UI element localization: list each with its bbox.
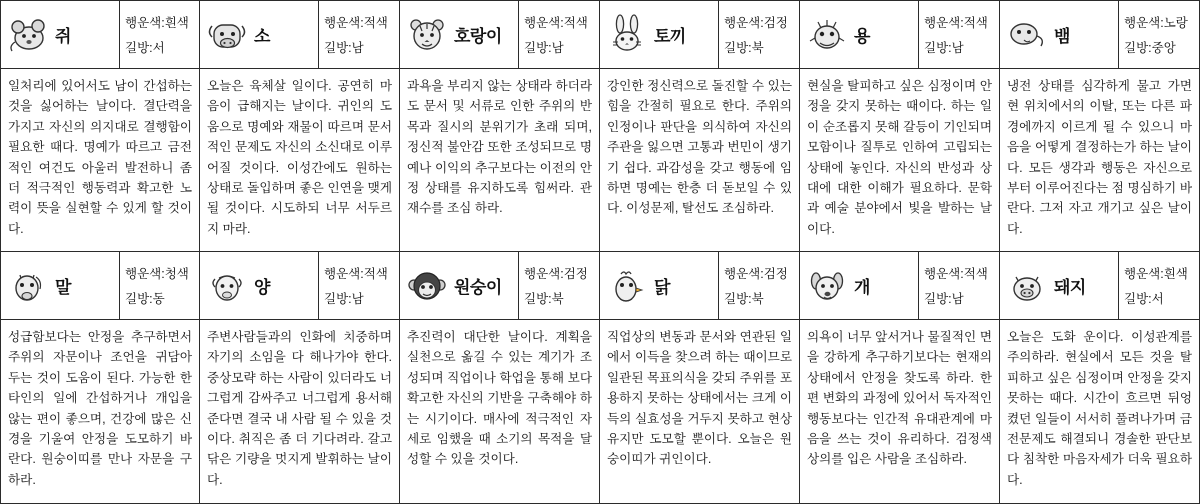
zodiac-cell-rooster [600, 252, 800, 504]
dog-icon [804, 263, 850, 309]
zodiac-cell-pig [1000, 252, 1200, 504]
animal-meta [1118, 1, 1199, 68]
fortune-text: 오늘은 육체살 일이다. 공연히 마음이 급해지는 날이다. 귀인의 도움으로 명예와 재물이 따르며 문서적인 문제도 자신의 소신대로 이루어질 것이다. 이성간에도 원하는 상태로 돌입하며 좋은 인연을 맺게 될 것이다. 시도하되 너무 서두르지 마라. [207, 79, 392, 236]
zodiac-cell-horse [0, 252, 200, 504]
animal-name: 원숭이 [454, 278, 502, 297]
animal-name: 호랑이 [454, 27, 502, 46]
cell-header [1000, 252, 1199, 320]
animal-identity [200, 1, 318, 68]
lucky-color: 행운색:적색 [324, 16, 388, 30]
lucky-direction: 길방:동 [125, 292, 165, 306]
cell-header [800, 1, 999, 69]
fortune-text: 과욕을 부리지 않는 상태라 하더라도 문서 및 서류로 인한 주위의 반목과 질시의 분위기가 초래 되며, 정신적 불안감 또한 조성되므로 명예나 이익의 추구보다는 이전의 안정 상태를 유지하도록 힘써라. 관재수를 조심 하라. [407, 79, 592, 216]
cell-header [1, 252, 199, 320]
cell-header [400, 1, 599, 69]
rooster-icon [604, 263, 650, 309]
animal-identity [1, 1, 119, 68]
animal-meta [318, 252, 399, 319]
zodiac-cell-dragon [800, 0, 1000, 252]
lucky-direction: 길방:남 [924, 41, 964, 55]
animal-identity [400, 252, 518, 319]
animal-name: 용 [854, 27, 870, 46]
animal-name: 뱀 [1054, 27, 1070, 46]
lucky-color: 행운색:검정 [724, 16, 788, 30]
lucky-color: 행운색:흰색 [125, 16, 189, 30]
fortune-text: 직업상의 변동과 문서와 연관된 일에서 이득을 찾으려 하는 때이므로 일관된 목표의식을 갖되 주위를 포용하지 못하는 상태에서는 크게 이득의 실효성을 거두지 못하고 현상유지만 도모할 뿐이다. 오늘은 원숭이띠가 귀인이다. [607, 330, 792, 467]
animal-name: 양 [254, 278, 270, 297]
monkey-icon [404, 263, 450, 309]
zodiac-cell-ox [200, 0, 400, 252]
cell-header [200, 252, 399, 320]
lucky-direction: 길방:남 [324, 41, 364, 55]
fortune-text: 현실을 탈피하고 싶은 심정이며 안정을 갖지 못하는 때이다. 하는 일이 순조롭지 못해 갈등이 기인되며 모함이나 질투로 인하여 고립되는 상태에 놓인다. 자신의 반성과 상대에 대한 이해가 필요하다. 문학과 예술 분야에서 빛을 발하는 날이다. [807, 79, 992, 236]
animal-meta [718, 252, 799, 319]
animal-meta [918, 1, 999, 68]
lucky-color: 행운색:적색 [324, 267, 388, 281]
animal-meta [518, 1, 599, 68]
lucky-direction: 길방:남 [324, 292, 364, 306]
zodiac-cell-dog [800, 252, 1000, 504]
lucky-direction: 길방:서 [125, 41, 165, 55]
lucky-color: 행운색:적색 [924, 16, 988, 30]
lucky-direction: 길방:중앙 [1124, 41, 1176, 55]
animal-identity [800, 1, 918, 68]
animal-name: 돼지 [1054, 278, 1086, 297]
fortune-text: 강인한 정신력으로 돌진할 수 있는 힘을 간절히 필요로 한다. 주위의 인정이나 판단을 의식하여 자신의 주관을 잃으면 고통과 번민이 생기기 쉽다. 과감성을 갖고 행동에 임하면 명예는 한층 더 돋보일 수 있다. 이성문제, 탈선도 조심하라. [607, 79, 792, 216]
horse-icon [5, 263, 51, 309]
lucky-color: 행운색:노랑 [1124, 16, 1188, 30]
fortune-text: 추진력이 대단한 날이다. 계획을 실천으로 옮길 수 있는 계기가 조성되며 직업이나 학업을 통해 보다 확고한 자신의 기반을 구축해야 하는 시기이다. 매사에 적극적인 자세로 임했을 때 소기의 목적을 달성할 수 있을 것이다. [407, 330, 592, 467]
fortune-text: 주변사람들과의 인화에 치중하며 자기의 소임을 다 해나가야 한다. 중상모략 하는 사람이 있더라도 너그럽게 감싸주고 너그럽게 용서해 준다면 결국 내 사람 될 수 있을 것이다. 취직은 좀 더 기다려라. 갈고 닦은 기량을 멋지게 발휘하는 날이다. [207, 330, 392, 487]
animal-meta [119, 252, 199, 319]
fortune-text: 의욕이 너무 앞서거나 물질적인 면을 강하게 추구하기보다는 현재의 상태에서 안정을 찾도록 하라. 한편 변화의 과정에 있어서 독자적인 행동보다는 인간적 유대관계에 마음을 쓰는 것이 유리하다. 검정색 상의를 입은 사람을 조심하라. [807, 330, 992, 467]
zodiac-cell-monkey [400, 252, 600, 504]
zodiac-cell-tiger [400, 0, 600, 252]
zodiac-cell-sheep [200, 252, 400, 504]
animal-identity [800, 252, 918, 319]
cell-header [600, 1, 799, 69]
sheep-icon [204, 263, 250, 309]
animal-name: 쥐 [55, 27, 71, 46]
animal-meta [518, 252, 599, 319]
animal-name: 토끼 [654, 27, 686, 46]
zodiac-cell-snake [1000, 0, 1200, 252]
snake-icon [1004, 12, 1050, 58]
lucky-direction: 길방:북 [724, 41, 764, 55]
lucky-color: 행운색:검정 [724, 267, 788, 281]
tiger-icon [404, 12, 450, 58]
lucky-color: 행운색:검정 [524, 267, 588, 281]
animal-identity [400, 1, 518, 68]
lucky-direction: 길방:북 [724, 292, 764, 306]
animal-identity [1000, 1, 1118, 68]
animal-identity [1000, 252, 1118, 319]
lucky-direction: 길방:남 [924, 292, 964, 306]
lucky-color: 행운색:적색 [924, 267, 988, 281]
animal-identity [600, 1, 718, 68]
ox-icon [204, 12, 250, 58]
animal-meta [718, 1, 799, 68]
animal-name: 말 [55, 278, 71, 297]
fortune-text: 냉전 상태를 심각하게 물고 가면 현 위치에서의 이탈, 또는 다른 파경에까지 이르게 될 수 있으니 마음을 어떻게 결정하는가 하는 날이다. 모든 생각과 행동은 자신으로부터 이루어진다는 점 명심하기 바란다. 그저 자고 개기고 싶은 날이다. [1007, 79, 1192, 236]
fortune-text: 오늘은 도화 운이다. 이성관계를 주의하라. 현실에서 모든 것을 탈피하고 싶은 심정이며 안정을 갖지 못하는 때다. 시간이 흐르면 뒤엉켰던 일들이 서서히 풀려나가며 금전문제도 해결되니 경솔한 판단보다 침착한 마음자세가 더욱 필요하다. [1007, 330, 1192, 487]
animal-meta [918, 252, 999, 319]
lucky-direction: 길방:북 [524, 292, 564, 306]
animal-meta [318, 1, 399, 68]
lucky-color: 행운색:흰색 [1124, 267, 1188, 281]
cell-header [600, 252, 799, 320]
cell-header [400, 252, 599, 320]
animal-name: 소 [254, 27, 270, 46]
rabbit-icon [604, 12, 650, 58]
cell-header [200, 1, 399, 69]
lucky-color: 행운색:청색 [125, 267, 189, 281]
dragon-icon [804, 12, 850, 58]
lucky-direction: 길방:서 [1124, 292, 1164, 306]
animal-identity [600, 252, 718, 319]
cell-header [800, 252, 999, 320]
animal-name: 닭 [654, 278, 670, 297]
zodiac-cell-rat [0, 0, 200, 252]
animal-identity [200, 252, 318, 319]
zodiac-cell-rabbit [600, 0, 800, 252]
rat-icon [5, 12, 51, 58]
cell-header [1, 1, 199, 69]
lucky-direction: 길방:남 [524, 41, 564, 55]
fortune-text: 성급함보다는 안정을 추구하면서 주위의 자문이나 조언을 귀담아 두는 것이 도움이 된다. 가능한 한 타인의 일에 간섭하거나 개입을 않는 편이 좋으며, 건강에 많은 신경을 기울여 안정을 도모하기 바란다. 원숭이띠를 만나 자문을 구하라. [8, 330, 192, 487]
pig-icon [1004, 263, 1050, 309]
animal-name: 개 [854, 278, 870, 297]
cell-header [1000, 1, 1199, 69]
fortune-text: 일처리에 있어서도 남이 간섭하는 것을 싫어하는 날이다. 결단력을 가지고 자신의 의지대로 결행함이 필요한 때다. 명예가 따르고 금전적인 여건도 아울러 발전하니 좀 더 적극적인 행동력과 확고한 노력이 뜻을 실현할 수 있게 할 것이다. [8, 79, 192, 236]
animal-meta [119, 1, 199, 68]
animal-meta [1118, 252, 1199, 319]
lucky-color: 행운색:적색 [524, 16, 588, 30]
animal-identity [1, 252, 119, 319]
